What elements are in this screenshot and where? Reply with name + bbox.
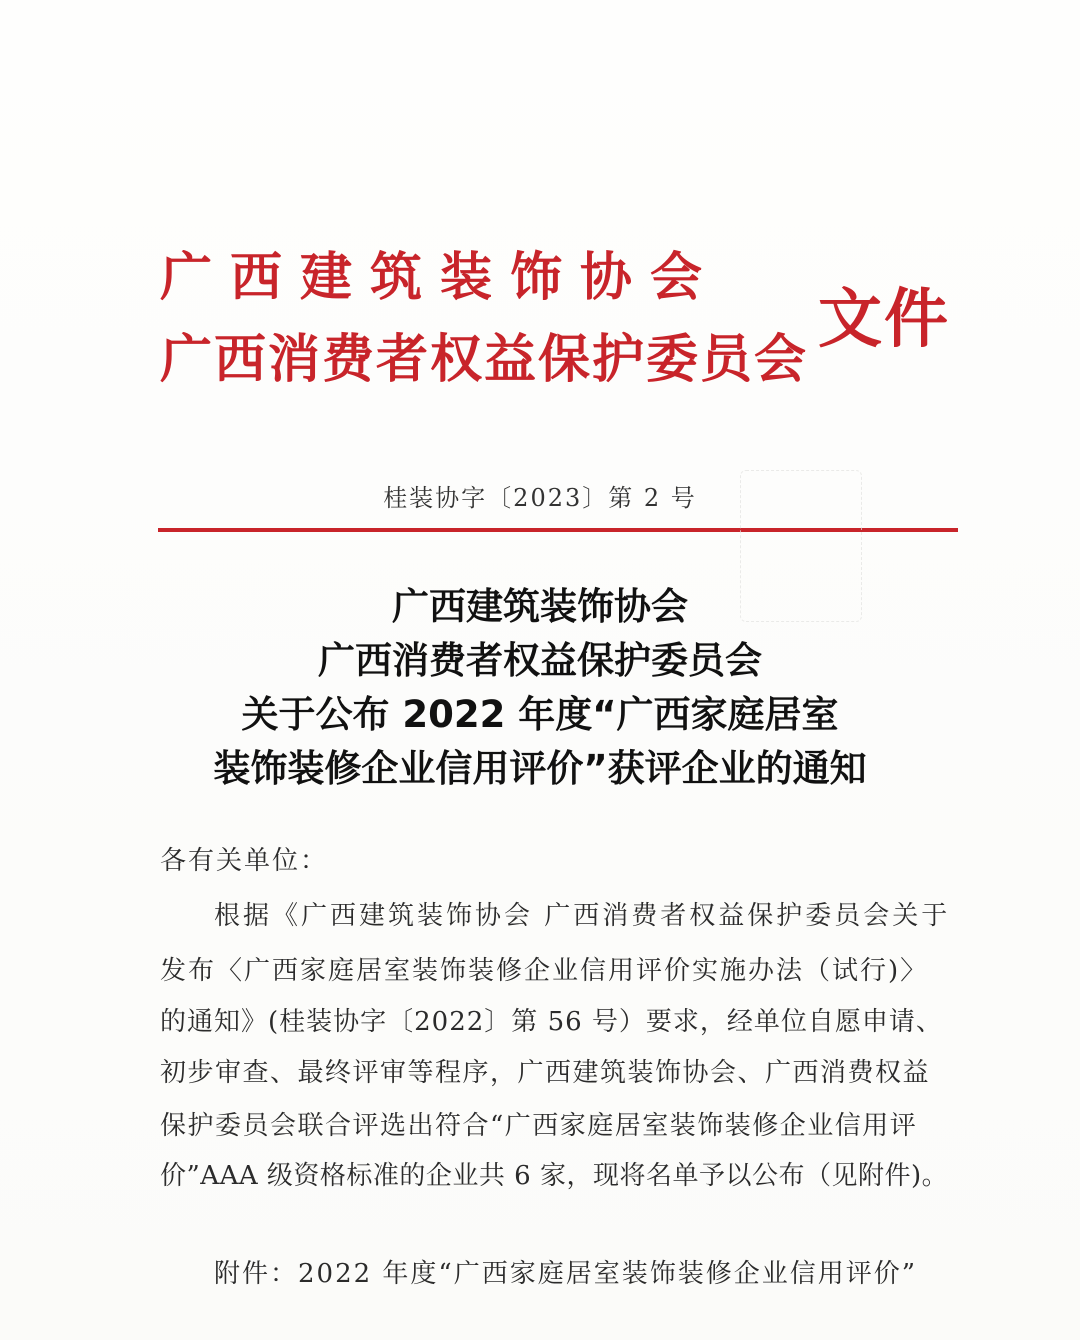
body-line: 价”AAA 级资格标准的企业共 6 家，现将名单予以公布（见附件)。: [160, 1161, 949, 1191]
salutation: 各有关单位：: [160, 846, 329, 876]
attachment-line: 附件：2022 年度“广西家庭居室装饰装修企业信用评价”: [214, 1259, 918, 1289]
body-line: 初步审查、最终评审等程序，广西建筑装饰协会、广西消费权益: [160, 1058, 931, 1088]
letterhead-org-2: 广西消费者权益保护委员会: [160, 329, 809, 390]
body-line: 发布〈广西家庭居室装饰装修企业信用评价实施办法（试行)〉: [160, 956, 929, 986]
document-number: 桂装协字〔2023〕第 2 号: [383, 484, 697, 512]
body-line: 根据《广西建筑装饰协会 广西消费者权益保护委员会关于: [214, 901, 951, 931]
notice-title-line-1: 广西建筑装饰协会: [392, 585, 688, 628]
letterhead-org-1: 广西建筑装饰协会: [160, 247, 721, 308]
body-line: 的通知》(桂装协字〔2022〕第 56 号）要求，经单位自愿申请、: [160, 1007, 943, 1037]
notice-title-line-4: 装饰装修企业信用评价”获评企业的通知: [213, 747, 867, 790]
body-line: 保护委员会联合评选出符合“广西家庭居室装饰装修企业信用评: [160, 1111, 918, 1141]
notice-title-line-2: 广西消费者权益保护委员会: [318, 639, 762, 682]
notice-title-line-3: 关于公布 2022 年度“广西家庭居室: [241, 693, 839, 736]
letterhead-suffix: 文件: [818, 282, 950, 357]
